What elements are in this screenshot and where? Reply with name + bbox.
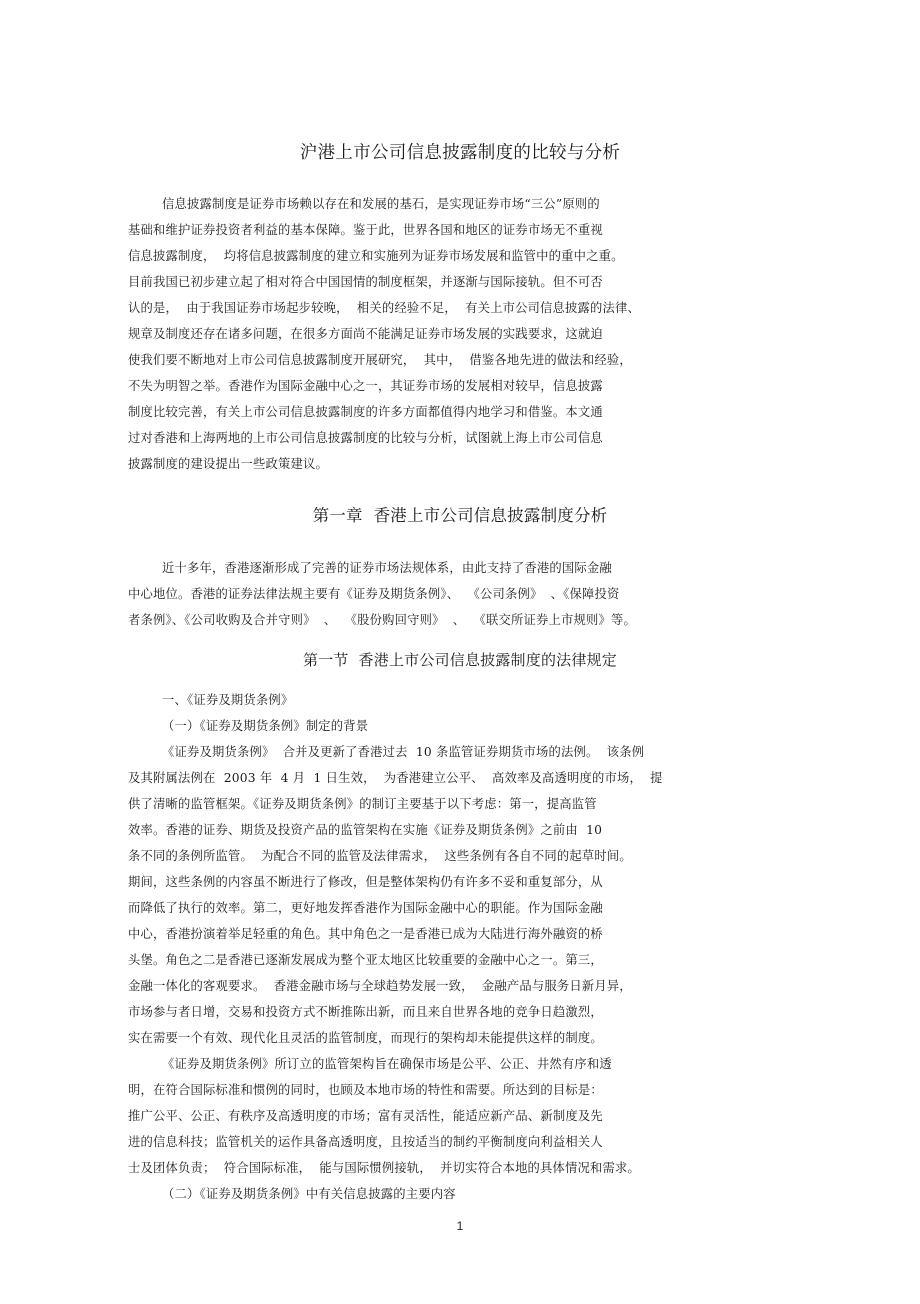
body-line: 期间，这些条例的内容虽不断进行了修改，但是整体架构仍有许多不妥和重复部分，从 (128, 875, 603, 889)
intro-line: 制度比较完善，有关上市公司信息披露制度的许多方面都值得内地学习和借鉴。本文通 (128, 405, 603, 419)
intro-line: 规章及制度还存在诸多问题，在很多方面尚不能满足证券市场发展的实践要求，这就迫 (128, 327, 603, 341)
body-line: 头堡。角色之二是香港已逐渐发展成为整个亚太地区比较重要的金融中心之一。第三， (128, 953, 603, 967)
body-line: 《证券及期货条例》所订立的监管架构旨在确保市场是公平、公正、井然有序和透 (162, 1057, 612, 1071)
intro-line: 认的是， 由于我国证券市场起步较晚， 相关的经验不足， 有关上市公司信息披露的法律、 (128, 301, 641, 315)
intro-line: 目前我国已初步建立起了相对符合中国国情的制度框架，并逐渐与国际接轨。但不可否 (128, 275, 603, 289)
intro-line: 基础和维护证券投资者利益的基本保障。鉴于此，世界各国和地区的证券市场无不重视 (128, 223, 603, 237)
body-line: 推广公平、公正、有秩序及高透明度的市场；富有灵活性，能适应新产品、新制度及先 (128, 1109, 603, 1123)
page-number: 1 (456, 1219, 464, 1233)
section-title: 第一节 香港上市公司信息披露制度的法律规定 (303, 651, 617, 669)
body-line: 供了清晰的监管框架。《证券及期货条例》的制订主要基于以下考虑：第一，提高监管 (128, 797, 597, 811)
body-line: 进的信息科技；监管机关的运作具备高透明度，且按适当的制约平衡制度向利益相关人 (128, 1135, 603, 1149)
body-line: 及其附属法例在 2003 年 4 月 1 日生效， 为香港建立公平、 高效率及高透明度的市场， 提 (128, 771, 663, 785)
heading-level-2: （二）《证券及期货条例》中有关信息披露的主要内容 (162, 1187, 456, 1201)
chapter-title: 第一章 香港上市公司信息披露制度分析 (312, 506, 608, 525)
chapter-line: 中心地位。香港的证券法律法规主要有《证券及期货条例》、 《公司条例》 、《保障投资 (128, 587, 620, 601)
body-line: 效率。香港的证券、期货及投资产品的监管架构在实施《证券及期货条例》之前由 10 (128, 823, 603, 837)
body-line: 中心，香港扮演着举足轻重的角色。其中角色之一是香港已成为大陆进行海外融资的桥 (128, 927, 603, 941)
intro-line: 过对香港和上海两地的上市公司信息披露制度的比较与分析，试图就上海上市公司信息 (128, 431, 603, 445)
body-line: 明，在符合国际标准和惯例的同时，也顾及本地市场的特性和需要。所达到的目标是： (128, 1083, 603, 1097)
intro-line: 披露制度的建设提出一些政策建议。 (128, 457, 328, 471)
intro-line: 信息披露制度是证券市场赖以存在和发展的基石，是实现证券市场“三公”原则的 (162, 197, 600, 211)
body-line: 金融一体化的客观要求。 香港金融市场与全球趋势发展一致， 金融产品与服务日新月异， (128, 979, 632, 993)
body-line: 市场参与者日增，交易和投资方式不断推陈出新，而且来自世界各地的竞争日趋激烈， (128, 1005, 603, 1019)
body-line: 士及团体负责； 符合国际标准， 能与国际惯例接轨， 并切实符合本地的具体情况和需求。 (128, 1161, 641, 1175)
body-line: 条不同的条例所监管。 为配合不同的监管及法律需求， 这些条例有各自不同的起草时间。 (128, 849, 632, 863)
intro-line: 使我们要不断地对上市公司信息披露制度开展研究， 其中， 借鉴各地先进的做法和经验， (128, 353, 632, 367)
chapter-line: 者条例》、《公司收购及合并守则》 、 《股份购回守则》 、 《联交所证券上市规则》等。 (128, 613, 636, 627)
heading-level-1: 一、《证券及期货条例》 (162, 693, 294, 707)
heading-level-2: （一）《证券及期货条例》制定的背景 (162, 719, 369, 733)
intro-line: 信息披露制度， 均将信息披露制度的建立和实施列为证券市场发展和监管中的重中之重。 (128, 249, 624, 263)
intro-line: 不失为明智之举。香港作为国际金融中心之一，其证券市场的发展相对较早，信息披露 (128, 379, 603, 393)
body-line: 实在需要一个有效、现代化且灵活的监管制度，而现行的架构却未能提供这样的制度。 (128, 1031, 603, 1045)
body-line: 《证券及期货条例》 合并及更新了香港过去 10 条监管证券期货市场的法例。 该条例 (162, 745, 645, 759)
body-line: 而降低了执行的效率。第二，更好地发挥香港作为国际金融中心的职能。作为国际金融 (128, 901, 603, 915)
document-title: 沪港上市公司信息披露制度的比较与分析 (299, 143, 621, 163)
chapter-line: 近十多年，香港逐渐形成了完善的证券市场法规体系，由此支持了香港的国际金融 (162, 561, 612, 575)
